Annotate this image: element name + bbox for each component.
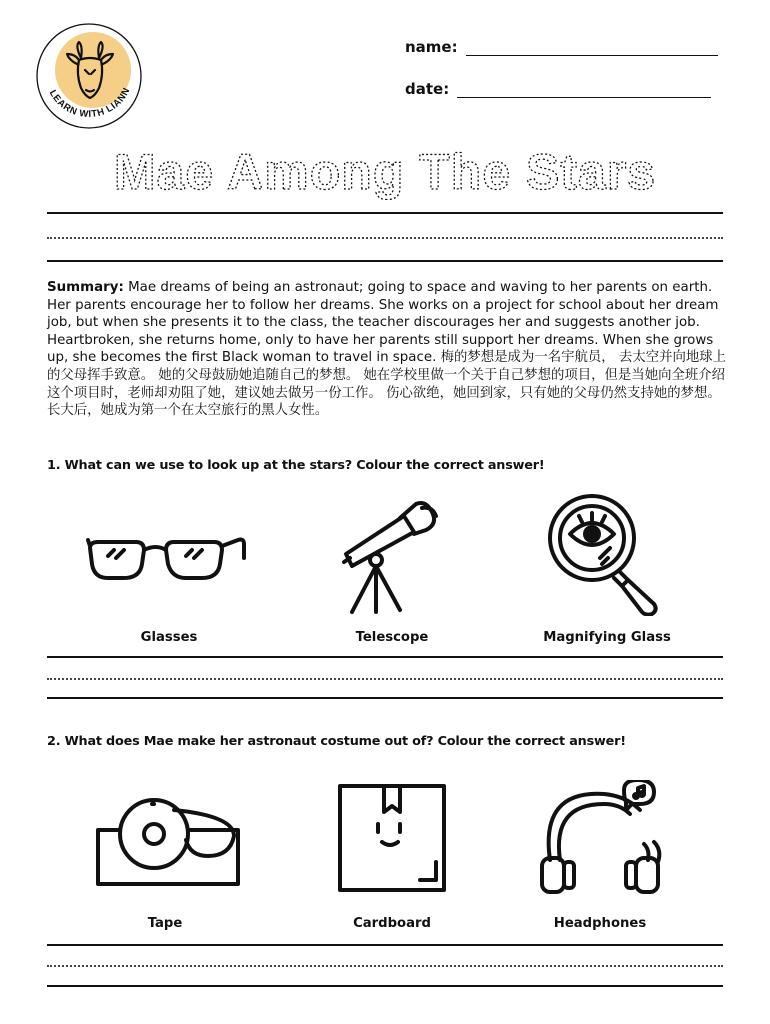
magnifying-glass-icon[interactable] — [544, 492, 668, 616]
page-title-text: Mae Among The Stars — [113, 144, 657, 200]
option-magnifying-glass-label: Magnifying Glass — [543, 630, 671, 645]
option-headphones-label: Headphones — [553, 916, 647, 931]
cardboard-box-icon[interactable] — [336, 782, 448, 892]
writing-line-dotted — [47, 237, 723, 239]
answer-line-q2-dotted — [47, 965, 723, 967]
answer-line-q1-top — [47, 656, 723, 658]
name-field[interactable] — [405, 38, 718, 56]
answer-line-q1-bottom — [47, 697, 723, 699]
date-field[interactable] — [405, 80, 711, 98]
answer-line-q2-top — [47, 944, 723, 946]
name-label: name: — [405, 38, 458, 56]
summary-label: Summary: — [47, 280, 124, 295]
option-cardboard-label: Cardboard — [353, 916, 431, 931]
writing-line-top — [47, 212, 723, 214]
date-blank-line[interactable] — [457, 83, 711, 98]
glasses-icon[interactable] — [84, 522, 250, 588]
logo-text: LEARN WITH LIANN — [46, 85, 133, 121]
name-blank-line[interactable] — [466, 41, 718, 56]
date-label: date: — [405, 80, 450, 98]
telescope-icon[interactable] — [336, 494, 438, 616]
summary-text: Mae dreams of being an astronaut; going to space and waving to her parents on earth. Her parents encourage her to follow her dreams. She works on a project for school about her dream job, but when she presents it to the class, the teacher discourages her and suggests another job. Heartbroken, she returns home, only to have her parents still support her dreams. When she grows up, she becomes the first Black woman to travel in space. 梅的梦想是成为一名宇航员， 去太空并向地球上的父母挥手致意。 她的父母鼓励她追随自己的梦想。 她在学校里做一个关于自己梦想的项目，但是当她向全班介绍这个项目时，老师却劝阻了她，建议她去做另一份工作。 伤心欲绝，她回到家，只有她的父母仍然支持她的梦想。 长大后，她成为第一个在太空旅行的黑人女性。 — [47, 280, 727, 419]
headphones-icon[interactable] — [536, 780, 666, 896]
answer-line-q2-bottom — [47, 985, 723, 987]
option-glasses-label: Glasses — [140, 630, 198, 645]
option-tape-label: Tape — [147, 916, 183, 931]
question-2: 2. What does Mae make her astronaut costume out of? Colour the correct answer! — [47, 734, 626, 749]
summary-paragraph — [47, 279, 735, 420]
answer-line-q1-dotted — [47, 678, 723, 680]
learn-with-liann-logo — [33, 20, 145, 132]
option-telescope-label: Telescope — [355, 630, 429, 645]
tape-icon[interactable] — [92, 796, 244, 888]
writing-line-bottom — [47, 260, 723, 262]
page-title — [40, 142, 730, 200]
question-1: 1. What can we use to look up at the stars? Colour the correct answer! — [47, 458, 545, 473]
